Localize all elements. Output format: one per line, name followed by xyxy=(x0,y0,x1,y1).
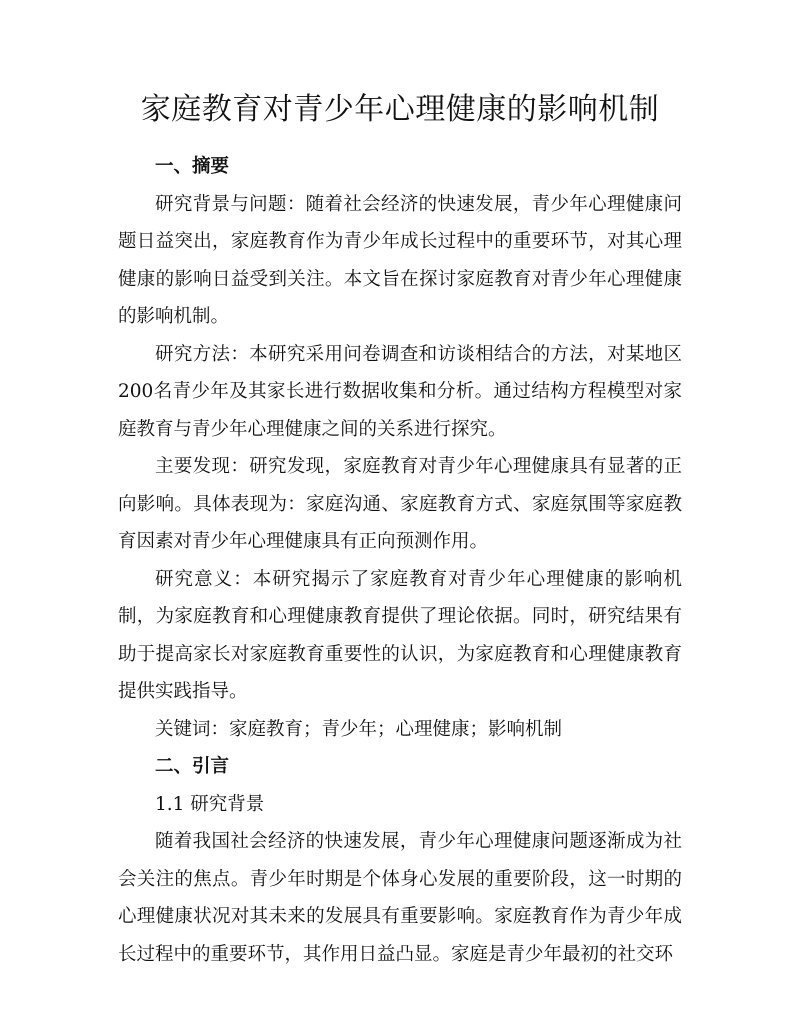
paragraph-background: 研究背景与问题：随着社会经济的快速发展，青少年心理健康问题日益突出，家庭教育作为青少年成长过程中的重要环节，对其心理健康的影响日益受到关注。本文旨在探讨家庭教育对青少年心理健康的影响机制。 xyxy=(118,193,682,327)
document-body xyxy=(118,148,682,973)
heading-abstract: 一、摘要 xyxy=(155,156,230,177)
paragraph-introduction: 随着我国社会经济的快速发展，青少年心理健康问题逐渐成为社会关注的焦点。青少年时期是个体身心发展的重要阶段，这一时期的心理健康状况对其未来的发展具有重要影响。家庭教育作为青少年成长过程中的重要环节，其作用日益凸显。家庭是青少年最初的社交环 xyxy=(118,831,682,965)
paragraph-findings: 主要发现：研究发现，家庭教育对青少年心理健康具有显著的正向影响。具体表现为：家庭沟通、家庭教育方式、家庭氛围等家庭教育因素对青少年心理健康具有正向预测作用。 xyxy=(118,456,682,552)
paragraph-significance: 研究意义：本研究揭示了家庭教育对青少年心理健康的影响机制，为家庭教育和心理健康教育提供了理论依据。同时，研究结果有助于提高家长对家庭教育重要性的认识，为家庭教育和心理健康教育提供实践指导。 xyxy=(118,568,682,702)
paragraph-method: 研究方法：本研究采用问卷调查和访谈相结合的方法，对某地区200名青少年及其家长进行数据收集和分析。通过结构方程模型对家庭教育与青少年心理健康之间的关系进行探究。 xyxy=(118,343,682,440)
document-title: 家庭教育对青少年心理健康的影响机制 xyxy=(140,92,660,127)
heading-introduction: 二、引言 xyxy=(155,756,230,777)
subheading-research-background: 1.1 研究背景 xyxy=(155,793,265,815)
paragraph-keywords: 关键词：家庭教育；青少年；心理健康；影响机制 xyxy=(155,718,563,740)
